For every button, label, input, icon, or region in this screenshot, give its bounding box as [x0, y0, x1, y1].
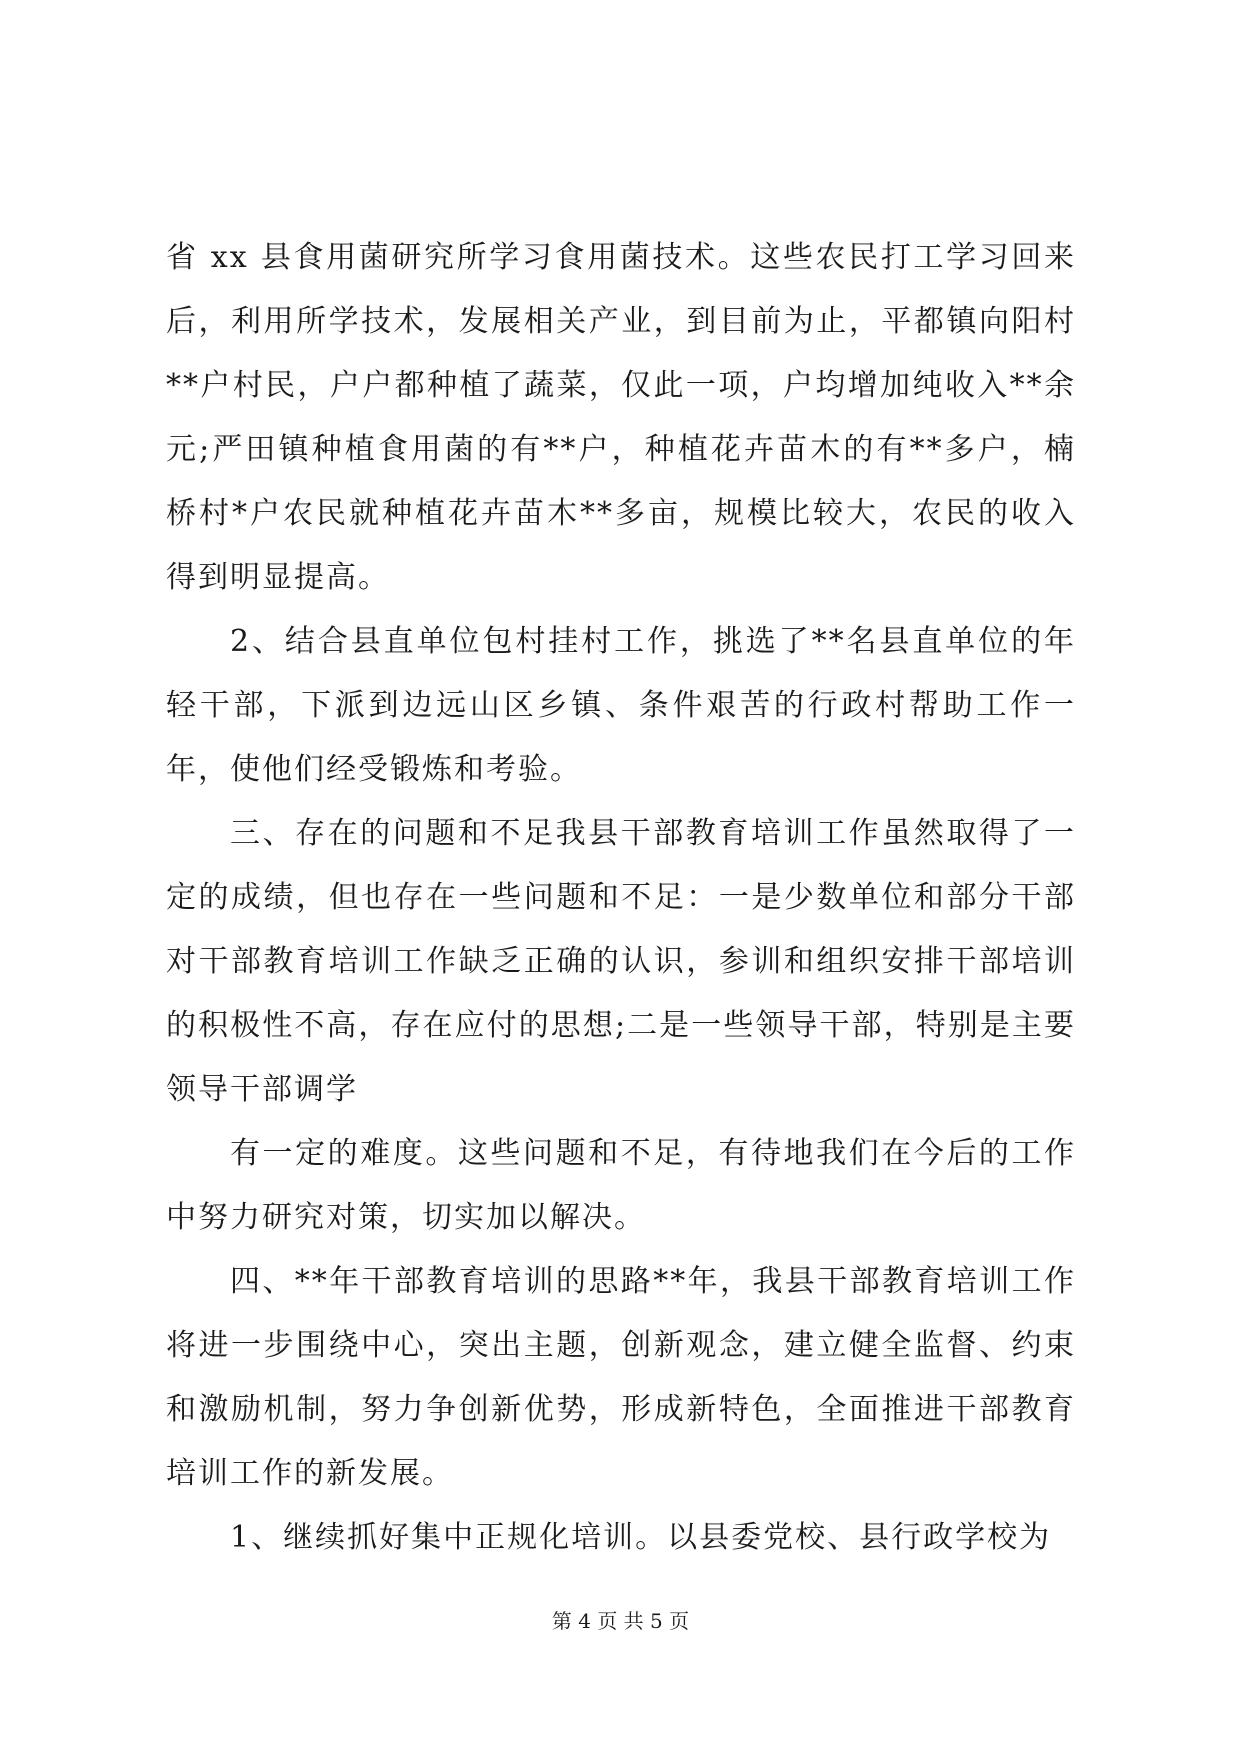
page-footer: 第 4 页 共 5 页	[551, 1609, 690, 1633]
paragraph-6: 1、继续抓好集中正规化培训。以县委党校、县行政学校为	[230, 1520, 1052, 1555]
paragraph-5: 四、**年干部教育培训的思路**年，我县干部教育培训工作将进一步围绕中心，突出主题，创新观念，建立健全监督、约束和激励机制，努力争创新优势，形成新特色，全面推进干部教育培训工作的新发展。	[166, 1264, 1076, 1491]
paragraph-4: 有一定的难度。这些问题和不足，有待地我们在今后的工作中努力研究对策，切实加以解决。	[166, 1136, 1076, 1235]
paragraph-2: 2、结合县直单位包村挂村工作，挑选了**名县直单位的年轻干部，下派到边远山区乡镇、条件艰苦的行政村帮助工作一年，使他们经受锻炼和考验。	[166, 624, 1076, 787]
document-body	[166, 226, 1076, 1570]
paragraph-1: 省 xx 县食用菌研究所学习食用菌技术。这些农民打工学习回来后，利用所学技术，发展相关产业，到目前为止，平都镇向阳村**户村民，户户都种植了蔬菜，仅此一项，户均增加纯收入**余元;严田镇种植食用菌的有**户，种植花卉苗木的有**多户，楠桥村*户农民就种植花卉苗木**多亩，规模比较大，农民的收入得到明显提高。	[166, 240, 1076, 595]
paragraph-3: 三、存在的问题和不足我县干部教育培训工作虽然取得了一定的成绩，但也存在一些问题和不足：一是少数单位和部分干部对干部教育培训工作缺乏正确的认识，参训和组织安排干部培训的积极性不高，存在应付的思想;二是一些领导干部，特别是主要领导干部调学	[166, 816, 1076, 1107]
